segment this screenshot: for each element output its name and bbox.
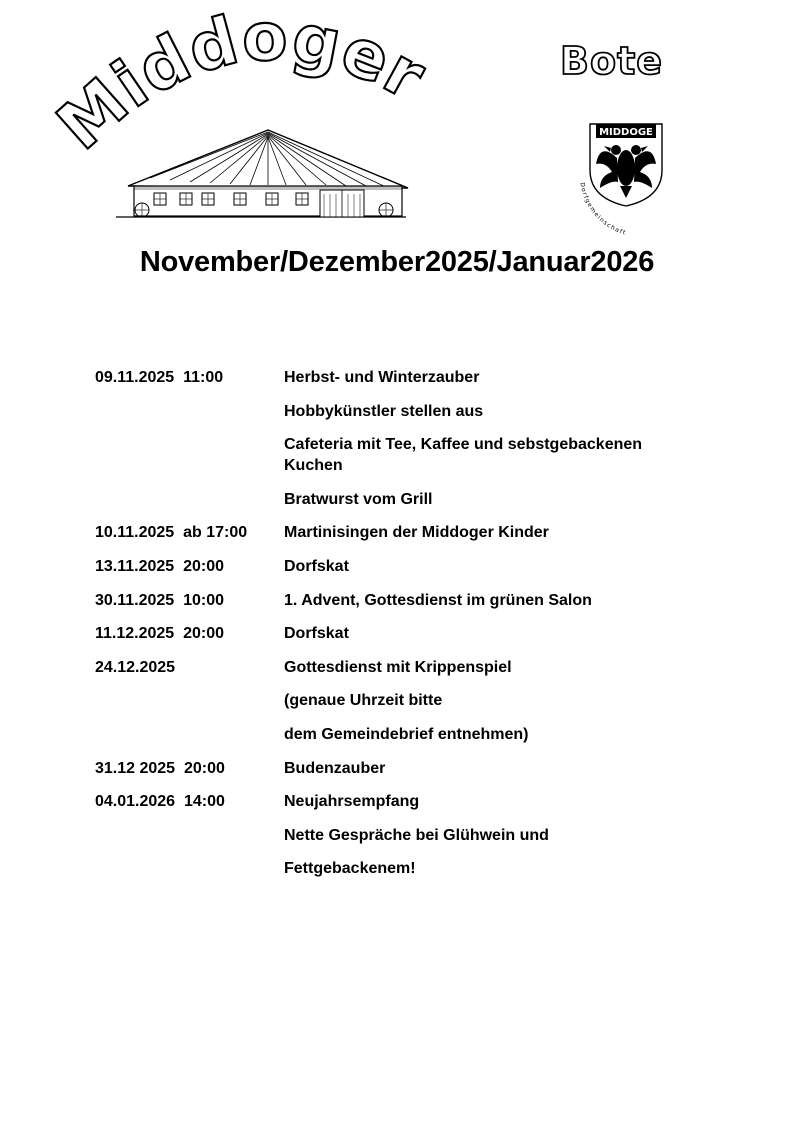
event-row: [95, 657, 695, 678]
bote-title: Bote: [560, 39, 664, 83]
farmhouse-illustration: [116, 130, 408, 217]
masthead-artwork: [0, 0, 794, 240]
masthead: [0, 0, 794, 240]
event-row: [95, 590, 695, 611]
event-date-time: [95, 401, 284, 422]
event-description: Fettgebackenem!: [284, 860, 416, 878]
event-row: [95, 758, 695, 779]
event-row: [95, 367, 695, 388]
event-description: Cafeteria mit Tee, Kaffee und sebstgebackenen Kuchen: [284, 436, 643, 475]
event-date-time: [95, 690, 284, 711]
event-date-time: [95, 434, 284, 476]
event-description: Hobbykünstler stellen aus: [284, 402, 484, 420]
event-date-time: 24.12.2025: [95, 658, 176, 676]
event-schedule: [95, 367, 695, 892]
event-row: [95, 690, 695, 711]
crest-emblem: [578, 124, 662, 237]
event-description: Martinisingen der Middoger Kinder: [284, 524, 549, 542]
event-row: [95, 556, 695, 577]
crest-label: MIDDOGE: [599, 127, 653, 138]
event-date-time: 10.11.2025 ab 17:00: [95, 524, 248, 542]
event-row: [95, 791, 695, 812]
event-date-time: [95, 724, 284, 745]
event-row: [95, 825, 695, 846]
event-description: Dorfskat: [284, 557, 349, 575]
event-row: [95, 489, 695, 510]
event-description: (genaue Uhrzeit bitte: [284, 692, 443, 710]
event-row: [95, 858, 695, 879]
event-description: Bratwurst vom Grill: [284, 490, 433, 508]
event-date-time: 31.12 2025 20:00: [95, 759, 225, 777]
event-row: [95, 623, 695, 644]
event-date-time: 30.11.2025 10:00: [95, 591, 225, 609]
event-row: [95, 434, 695, 476]
event-date-time: [95, 489, 284, 510]
event-date-time: 11.12.2025 20:00: [95, 625, 225, 643]
event-date-time: 04.01.2026 14:00: [95, 793, 225, 811]
event-description: Dorfskat: [284, 625, 349, 643]
event-row: [95, 724, 695, 745]
event-description: Gottesdienst mit Krippenspiel: [284, 658, 512, 676]
event-description: Herbst- und Winterzauber: [284, 369, 480, 386]
event-date-time: [95, 825, 284, 846]
arched-title-text: Middoger: [42, 0, 438, 165]
event-description: Nette Gespräche bei Glühwein und: [284, 826, 549, 844]
event-date-time: 09.11.2025 11:00: [95, 369, 224, 386]
event-description: Neujahrsempfang: [284, 793, 420, 811]
page-title: November/Dezember2025/Januar2026: [139, 246, 655, 278]
event-date-time: [95, 858, 284, 879]
event-row: [95, 522, 695, 543]
event-row: [95, 401, 695, 422]
event-description: Budenzauber: [284, 759, 386, 777]
event-description: 1. Advent, Gottesdienst im grünen Salon: [284, 591, 592, 609]
crest-ring-text: Dorfgemeinschaft: [578, 181, 628, 237]
event-date-time: 13.11.2025 20:00: [95, 557, 225, 575]
event-description: dem Gemeindebrief entnehmen): [284, 725, 529, 743]
arched-title: [43, 0, 438, 165]
